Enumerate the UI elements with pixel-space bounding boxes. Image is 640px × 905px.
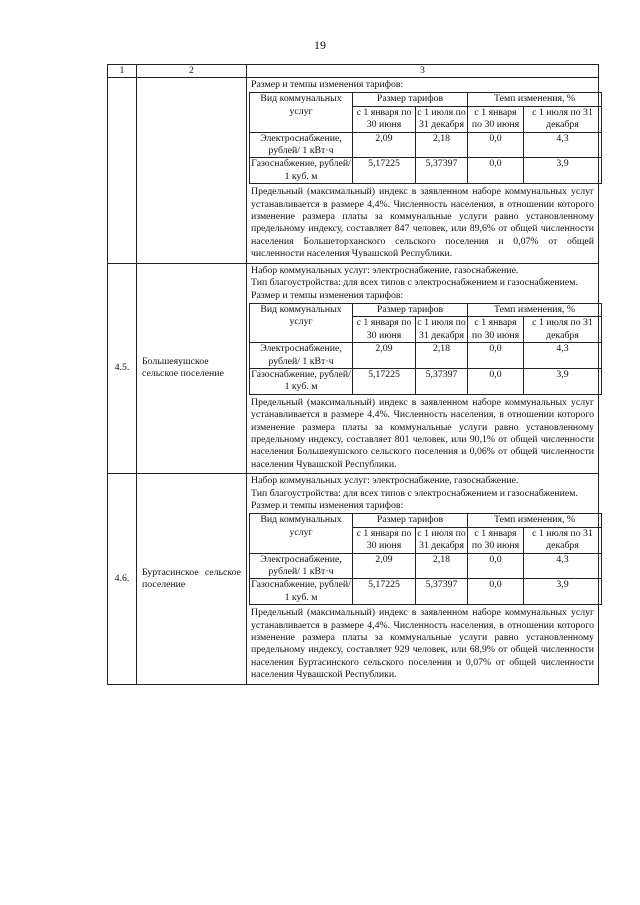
tariff-size-header: Размер тарифов	[353, 93, 468, 106]
period-header: с 1 июля по 31 декабря	[524, 527, 602, 553]
service-kind-header: Вид коммунальных услуг	[250, 514, 353, 553]
tariff-row	[250, 579, 602, 605]
row-number: 4.6.	[108, 474, 137, 685]
column-number-1: 1	[108, 65, 137, 78]
change-rate-header: Темп изменения, %	[468, 93, 602, 106]
rate-value: 4,3	[524, 343, 602, 369]
tariff-header-row	[250, 514, 602, 527]
rate-value: 4,3	[524, 553, 602, 579]
intro-line: Тип благоустройства: для всех типов с электроснабжением и газоснабжением.	[251, 487, 578, 499]
tariff-row	[250, 553, 602, 579]
period-header: с 1 июля по 31 декабря	[417, 317, 466, 341]
service-kind-header: Вид коммунальных услуг	[250, 303, 353, 342]
settlement-details	[247, 78, 599, 264]
main-table	[107, 64, 599, 685]
period-header: с 1 января по 30 июня	[353, 106, 416, 132]
period-header: с 1 января по 30 июня	[468, 317, 524, 343]
settlement-row	[108, 474, 599, 685]
tariff-table	[249, 513, 602, 605]
change-rate-header: Темп изменения, %	[468, 303, 602, 316]
rate-value: 0,0	[468, 368, 524, 394]
tariff-header-row	[250, 93, 602, 106]
rate-value: 3,9	[524, 158, 602, 184]
period-header: с 1 января по 30 июня	[353, 527, 416, 553]
intro-line: Набор коммунальных услуг: электроснабжение, газоснабжение.	[251, 475, 519, 487]
period-header: с 1 июля по 31 декабря	[524, 106, 602, 132]
tariff-value: 2,09	[353, 132, 416, 158]
rate-value: 0,0	[468, 579, 524, 605]
column-number-row	[108, 65, 599, 78]
tariff-caption: Размер и темпы изменения тарифов:	[251, 500, 404, 511]
change-rate-header: Темп изменения, %	[468, 514, 602, 527]
tariff-value: 2,18	[416, 343, 468, 369]
tariff-table	[249, 303, 602, 395]
service-kind-header: Вид коммунальных услуг	[250, 93, 353, 132]
tariff-value: 5,17225	[353, 368, 416, 394]
tariff-row	[250, 343, 602, 369]
column-number-2: 2	[137, 65, 247, 78]
service-label: Газоснабжение, рублей/ 1 куб. м	[251, 368, 351, 393]
tariff-value: 5,17225	[353, 579, 416, 605]
tariff-value: 5,17225	[353, 158, 416, 184]
settlement-name: Буртасинское сельское поселение	[137, 474, 247, 685]
row-number: 4.5.	[108, 263, 137, 474]
service-label: Электроснабжение, рублей/ 1 кВт·ч	[250, 343, 353, 369]
tariff-table	[249, 92, 602, 184]
rate-value: 3,9	[524, 579, 602, 605]
period-header: с 1 января по 30 июня	[353, 317, 416, 343]
rate-value: 0,0	[468, 553, 524, 579]
intro-line: Набор коммунальных услуг: электроснабжение, газоснабжение.	[251, 264, 519, 276]
settlement-name: Большеяушское сельское поселение	[137, 263, 247, 474]
tariff-value: 5,37397	[416, 158, 468, 184]
tariff-row	[250, 132, 602, 158]
settlement-row	[108, 78, 599, 264]
index-paragraph: Предельный (максимальный) индекс в заявленном наборе коммунальных услуг устанавливается в размере 4,4%. Численность населения, в отношении которого изменение размера платы за коммунальные услуги равно установленному предельному индексу, составляет 801 человек, или 90,1% от общей численности населения Большеяушского сельского поселения и 0,06% от общей численности населения Чувашской Республики.	[251, 396, 594, 470]
tariff-value: 5,37397	[416, 368, 468, 394]
period-header: с 1 января по 30 июня	[468, 527, 524, 553]
rate-value: 3,9	[524, 368, 602, 394]
period-header: с 1 июля по 31 декабря	[417, 527, 466, 552]
rate-value: 0,0	[468, 132, 524, 158]
tariff-row	[250, 158, 602, 184]
tariff-size-header: Размер тарифов	[353, 303, 468, 316]
period-header: с 1 января по 30 июня	[468, 106, 524, 132]
rate-value: 4,3	[524, 132, 602, 158]
tariff-value: 2,09	[353, 553, 416, 579]
service-label: Электроснабжение, рублей/ 1 кВт·ч	[250, 553, 353, 579]
service-label: Электроснабжение, рублей/ 1 кВт·ч	[250, 132, 353, 158]
index-paragraph: Предельный (максимальный) индекс в заявленном наборе коммунальных услуг устанавливается в размере 4,4%. Численность населения, в отношении которого изменение размера платы за коммунальные услуги равно установленному предельному индексу, составляет 929 человек, или 68,9% от общей численности населения Буртасинского сельского поселения и 0,07% от общей численности населения Чувашской Республики.	[251, 607, 594, 681]
tariff-value: 2,09	[353, 343, 416, 369]
settlement-row	[108, 263, 599, 474]
rate-value: 0,0	[468, 158, 524, 184]
index-paragraph: Предельный (максимальный) индекс в заявленном наборе коммунальных услуг устанавливается в размере 4,4%. Численность населения, в отношении которого изменение размера платы за коммунальные услуги равно установленному предельному индексу, составляет 847 человек, или 89,6% от общей численности населения Большеторханского сельского поселения и 0,07% от общей численности населения Чувашской Республики.	[251, 186, 594, 260]
rate-value: 0,0	[468, 343, 524, 369]
intro-block	[251, 475, 594, 500]
tariff-caption: Размер и темпы изменения тарифов:	[251, 289, 404, 301]
tariff-caption: Размер и темпы изменения тарифов:	[251, 79, 404, 90]
row-number	[108, 78, 137, 264]
tariff-value: 2,18	[416, 553, 468, 579]
tariff-row	[250, 368, 602, 394]
tariff-size-header: Размер тарифов	[353, 514, 468, 527]
period-header: с 1 июля по 31 декабря	[524, 317, 602, 343]
settlement-name	[137, 78, 247, 264]
settlement-details	[247, 474, 599, 685]
page-number: 19	[314, 38, 326, 52]
tariff-header-row	[250, 303, 602, 316]
service-label: Газоснабжение, рублей/ 1 куб. м	[251, 158, 351, 182]
tariff-value: 2,18	[416, 132, 468, 158]
tariff-value: 5,37397	[416, 579, 468, 605]
period-header: с 1 июля по 31 декабря	[417, 106, 466, 131]
service-label: Газоснабжение, рублей/ 1 куб. м	[251, 579, 351, 603]
settlement-details	[247, 263, 599, 474]
column-number-3: 3	[247, 65, 599, 78]
intro-line: Тип благоустройства: для всех типов с электроснабжением и газоснабжением.	[251, 277, 578, 289]
intro-block	[251, 265, 594, 290]
